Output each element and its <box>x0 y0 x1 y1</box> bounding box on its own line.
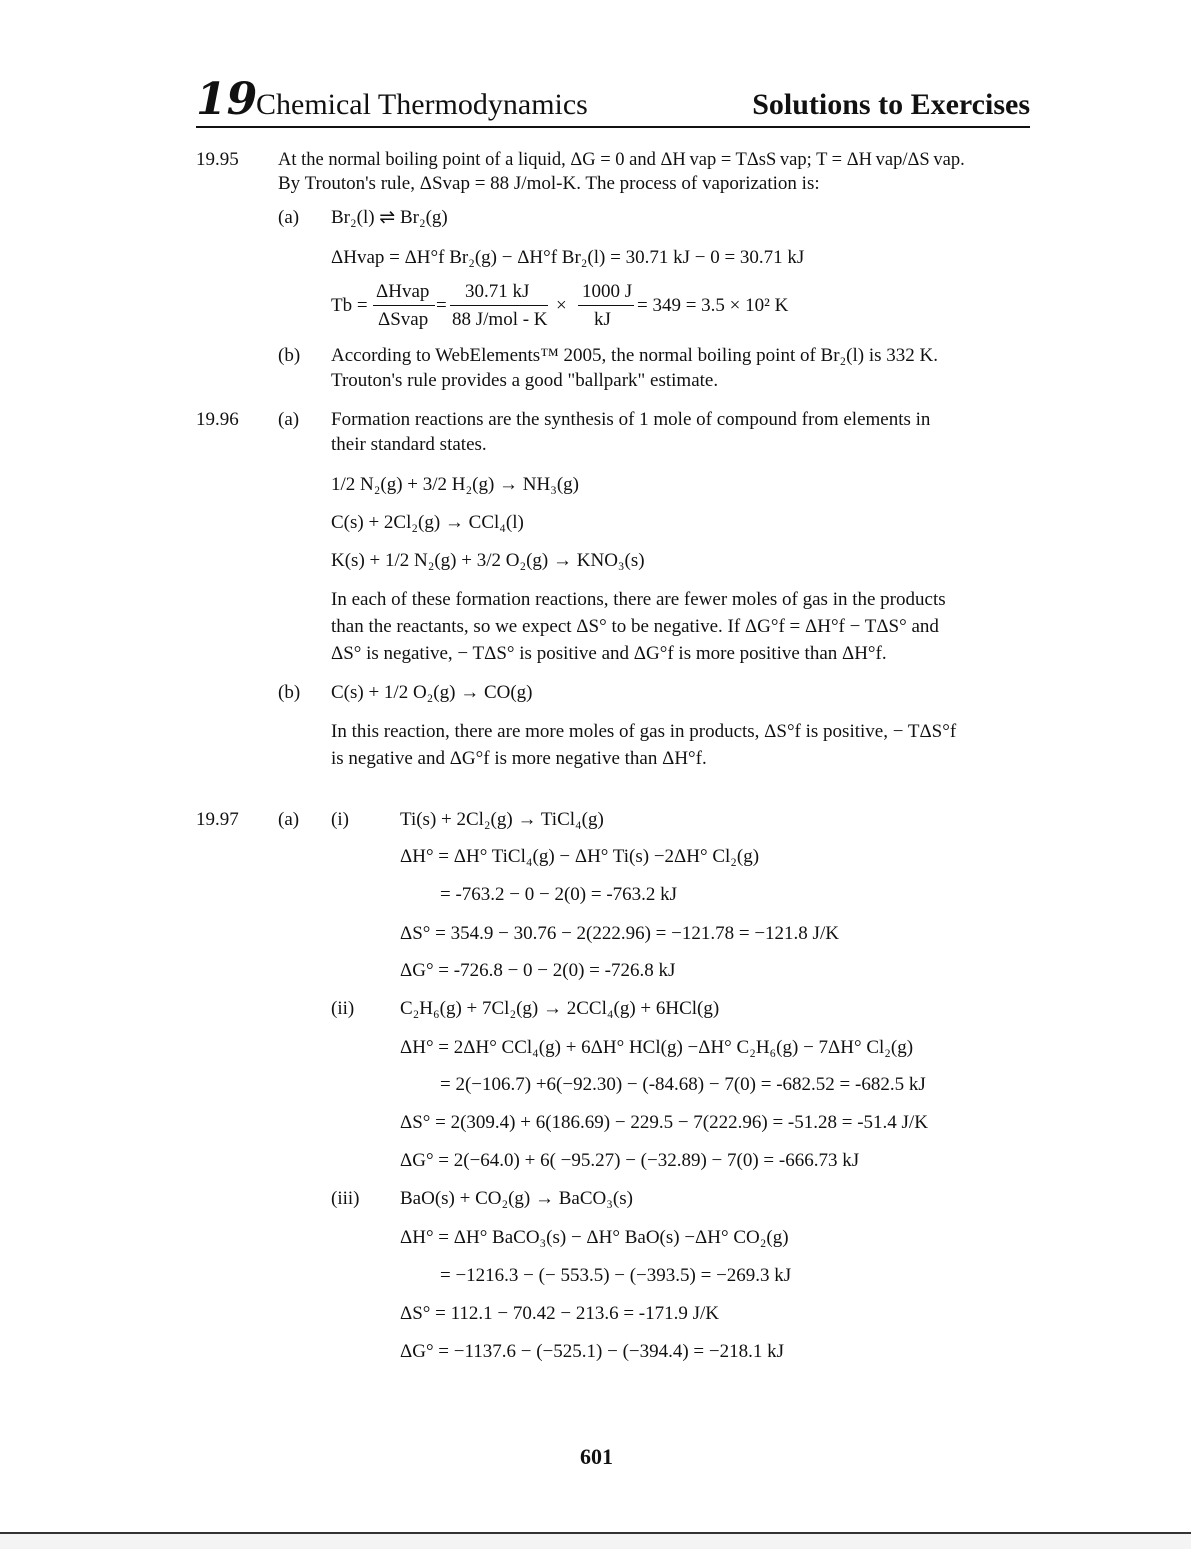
formation-reaction-1: 1/2 N₂(g) + 3/2 H₂(g) → NH₃(g) <box>331 474 579 495</box>
exercise-number: 19.96 <box>196 409 239 430</box>
ex97-ii-gibbs: ΔG° = 2(−64.0) + 6( −95.27) − (−32.89) − 7(0) = -666.73 kJ <box>400 1150 860 1171</box>
page-number: 601 <box>580 1444 613 1469</box>
part-label: (a) <box>278 207 300 228</box>
chapter-title: Chemical Thermodynamics <box>256 88 588 121</box>
ex95-b-line-1: According to WebElements™ 2005, the normal boiling point of Br₂(l) is 332 K. <box>331 345 938 366</box>
fraction-bar <box>578 305 634 306</box>
ex97-i-enthalpy-value: = -763.2 − 0 − 2(0) = -763.2 kJ <box>440 884 678 905</box>
ex95-a-reaction: Br₂(l) ⇌ Br₂(g) <box>331 207 448 228</box>
ex96-paragraph-line-3: ΔS° is negative, − TΔS° is positive and ΔG°f is more positive than ΔH°f. <box>331 643 887 664</box>
tb-equals: = <box>436 295 447 316</box>
ex97-iii-entropy: ΔS° = 112.1 − 70.42 − 213.6 = -171.9 J/K <box>400 1303 720 1324</box>
tb-numerator-2: 30.71 kJ <box>465 281 530 302</box>
page-header <box>196 76 1030 128</box>
ex96-a-line-2: their standard states. <box>331 434 487 455</box>
ex96-paragraph-line-2: than the reactants, so we expect ΔS° to be negative. If ΔG°f = ΔH°f − TΔS° and <box>331 616 939 637</box>
ex96-paragraph-line-1: In each of these formation reactions, there are fewer moles of gas in the products <box>331 589 946 610</box>
ex96-b-line-2: is negative and ΔG°f is more negative than ΔH°f. <box>331 748 707 769</box>
formation-reaction-3: K(s) + 1/2 N₂(g) + 3/2 O₂(g) → KNO₃(s) <box>331 550 645 571</box>
tb-times: × <box>556 295 567 316</box>
tb-lhs: Tb = <box>331 295 368 316</box>
ex95-intro-line-2: By Trouton's rule, ΔSvap = 88 J/mol-K. The process of vaporization is: <box>278 173 820 194</box>
ex97-ii-enthalpy: ΔH° = 2ΔH° CCl₄(g) + 6ΔH° HCl(g) −ΔH° C₂H₆(g) − 7ΔH° Cl₂(g) <box>400 1037 914 1058</box>
exercise-number: 19.97 <box>196 809 239 830</box>
tb-denominator-3: kJ <box>594 309 611 330</box>
tb-numerator-3: 1000 J <box>582 281 633 302</box>
scan-edge <box>0 1532 1191 1549</box>
ex97-ii-reaction: C₂H₆(g) + 7Cl₂(g) → 2CCl₄(g) + 6HCl(g) <box>400 998 720 1019</box>
ex97-i-gibbs: ΔG° = -726.8 − 0 − 2(0) = -726.8 kJ <box>400 960 676 981</box>
ex97-i-enthalpy: ΔH° = ΔH° TiCl₄(g) − ΔH° Ti(s) −2ΔH° Cl₂(g) <box>400 846 760 867</box>
ex95-b-line-2: Trouton's rule provides a good "ballpark" estimate. <box>331 370 719 391</box>
ex97-i-reaction: Ti(s) + 2Cl₂(g) → TiCl₄(g) <box>400 809 604 830</box>
ex96-a-line-1: Formation reactions are the synthesis of 1 mole of compound from elements in <box>331 409 931 430</box>
tb-denominator-2: 88 J/mol - K <box>452 309 548 330</box>
ex97-iii-gibbs: ΔG° = −1137.6 − (−525.1) − (−394.4) = −218.1 kJ <box>400 1341 785 1362</box>
fraction-bar <box>373 305 435 306</box>
tb-denominator-1: ΔSvap <box>378 309 429 330</box>
ex97-ii-enthalpy-value: = 2(−106.7) +6(−92.30) − (-84.68) − 7(0) = -682.52 = -682.5 kJ <box>440 1074 926 1095</box>
section-title: Solutions to Exercises <box>752 88 1030 121</box>
ex97-iii-reaction: BaO(s) + CO₂(g) → BaCO₃(s) <box>400 1188 633 1209</box>
tb-result: = 349 = 3.5 × 10² K <box>637 295 789 316</box>
ex96-b-line-1: In this reaction, there are more moles of gas in products, ΔS°f is positive, − TΔS°f <box>331 721 957 742</box>
ex97-ii-entropy: ΔS° = 2(309.4) + 6(186.69) − 229.5 − 7(222.96) = -51.28 = -51.4 J/K <box>400 1112 928 1133</box>
chapter-number: 19 <box>196 74 258 125</box>
part-label: (b) <box>278 345 301 366</box>
part-label: (a) <box>278 409 300 430</box>
fraction-bar <box>450 305 548 306</box>
subpart-label: (iii) <box>331 1188 360 1209</box>
ex96-b-reaction: C(s) + 1/2 O₂(g) → CO(g) <box>331 682 533 703</box>
part-label: (b) <box>278 682 301 703</box>
part-label: (a) <box>278 809 300 830</box>
ex97-iii-enthalpy: ΔH° = ΔH° BaCO₃(s) − ΔH° BaO(s) −ΔH° CO₂(g) <box>400 1227 789 1248</box>
subpart-label: (ii) <box>331 998 355 1019</box>
formation-reaction-2: C(s) + 2Cl₂(g) → CCl₄(l) <box>331 512 524 533</box>
ex95-a-enthalpy: ΔHvap = ΔH°f Br₂(g) − ΔH°f Br₂(l) = 30.71 kJ − 0 = 30.71 kJ <box>331 247 805 268</box>
ex97-iii-enthalpy-value: = −1216.3 − (− 553.5) − (−393.5) = −269.3 kJ <box>440 1265 792 1286</box>
subpart-label: (i) <box>331 809 349 830</box>
tb-numerator-1: ΔHvap <box>376 281 430 302</box>
ex95-intro-line-1: At the normal boiling point of a liquid, ΔG = 0 and ΔH vap = TΔsS vap; T = ΔH vap/ΔS vap. <box>278 150 965 170</box>
exercise-number: 19.95 <box>196 149 239 170</box>
ex97-i-entropy: ΔS° = 354.9 − 30.76 − 2(222.96) = −121.78 = −121.8 J/K <box>400 923 839 944</box>
